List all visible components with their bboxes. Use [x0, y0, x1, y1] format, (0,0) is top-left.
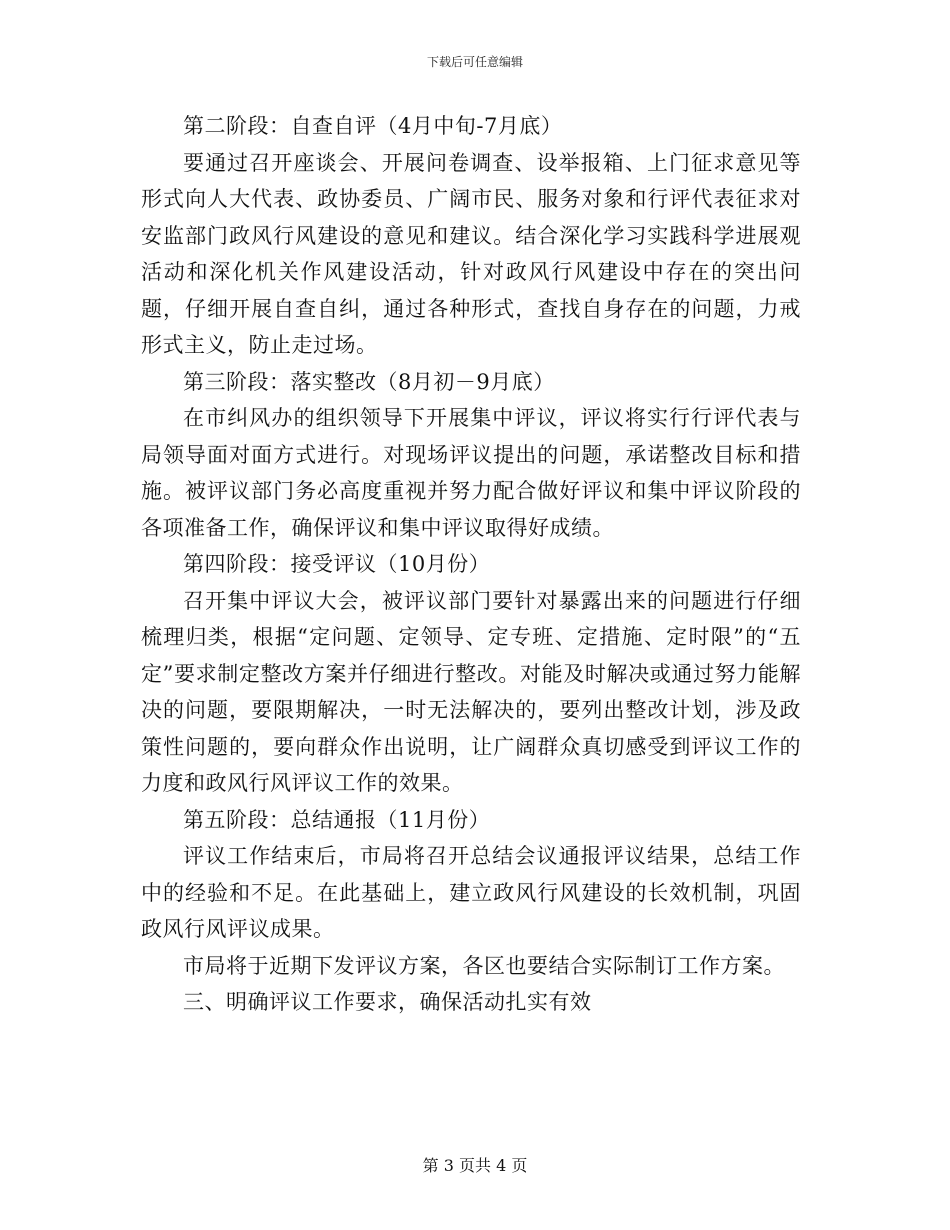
- stage-two-heading: 第二阶段：自查自评（4月中旬-7月底）: [183, 114, 563, 138]
- header-note: 下载后可任意编辑: [426, 55, 523, 69]
- stage-four-paragraph: 召开集中评议大会，被评议部门要针对暴露出来的问题进行仔细梳理归类，根据“定问题、定领导、定专班、定措施、定时限”的“五定”要求制定整改方案并仔细进行整改。对能及时解决或通过努力能解决的问题，要限期解决，一时无法解决的，要列出整改计划，涉及政策性问题的，要向群众作出说明，让广阔群众真切感受到评议工作的力度和政风行风评议工作的效果。: [141, 588, 801, 795]
- stage-two-paragraph: 要通过召开座谈会、开展问卷调查、设举报箱、上门征求意见等形式向人大代表、政协委员、广阔市民、服务对象和行评代表征求对安监部门政风行风建设的意见和建议。结合深化学习实践科学进展观活动和深化机关作风建设活动，针对政风行风建设中存在的突出问题，仔细开展自查自纠，通过各种形式，查找自身存在的问题，力戒形式主义，防止走过场。: [141, 150, 801, 357]
- stage-three-heading: 第三阶段：落实整改（8月初－9月底）: [183, 369, 555, 394]
- page-number: 第 3 页共 4 页: [422, 1156, 528, 1175]
- stage-three-paragraph: 在市纠风办的组织领导下开展集中评议，评议将实行行评代表与局领导面对面方式进行。对现场评议提出的问题，承诺整改目标和措施。被评议部门务必高度重视并努力配合做好评议和集中评议阶段的各项准备工作，确保评议和集中评议取得好成绩。: [141, 406, 801, 540]
- stage-five-heading: 第五阶段：总结通报（11月份）: [183, 807, 491, 832]
- stage-four-heading: 第四阶段：接受评议（10月份）: [183, 552, 491, 576]
- document-body: [141, 108, 801, 1021]
- stage-five-paragraph: 评议工作结束后，市局将召开总结会议通报评议结果，总结工作中的经验和不足。在此基础上，建立政风行风建设的长效机制，巩固政风行风评议成果。: [141, 844, 801, 941]
- plan-notice-paragraph: 市局将于近期下发评议方案，各区也要结合实际制订工作方案。: [183, 953, 785, 978]
- section-three-heading: 三、明确评议工作要求，确保活动扎实有效: [183, 990, 592, 1014]
